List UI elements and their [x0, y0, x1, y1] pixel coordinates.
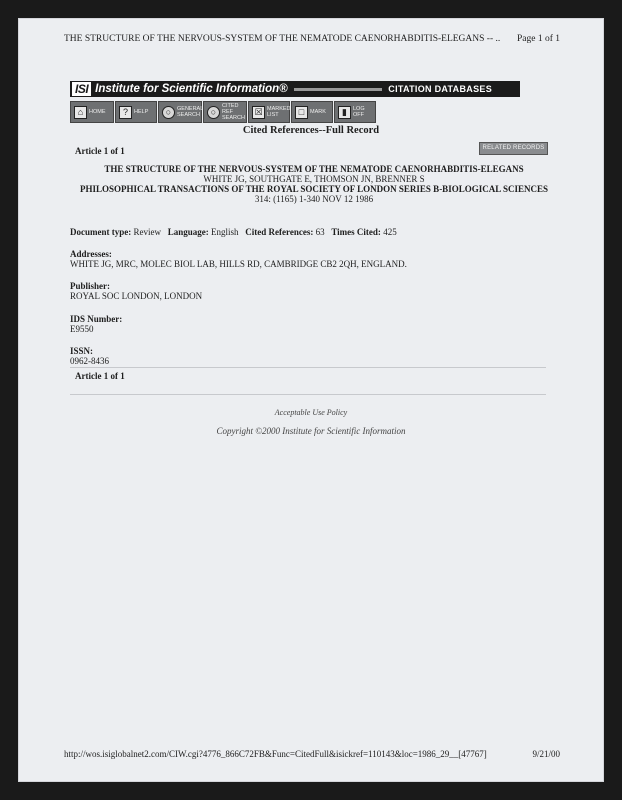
times-cited-label: Times Cited:	[331, 227, 381, 237]
publisher-label: Publisher:	[70, 281, 111, 291]
print-header-page: Page 1 of 1	[516, 34, 560, 44]
issn-block	[70, 346, 546, 366]
record-header	[68, 164, 560, 204]
times-cited-value[interactable]: 425	[383, 227, 397, 237]
paper-page	[18, 18, 604, 782]
print-footer	[64, 749, 560, 759]
publisher-value: ROYAL SOC LONDON, LONDON	[70, 291, 203, 301]
record-journal: PHILOSOPHICAL TRANSACTIONS OF THE ROYAL SOCIETY OF LONDON SERIES B-BIOLOGICAL SCIENCES	[80, 184, 548, 194]
general-search-label: GENERAL SEARCH	[177, 106, 204, 118]
record-citation: 314: (1165) 1-340 NOV 12 1986	[254, 194, 374, 204]
addresses-block	[70, 249, 546, 269]
mark-button[interactable]	[291, 101, 333, 123]
divider	[70, 394, 546, 395]
cited-ref-search-label: CITED REF SEARCH	[222, 103, 245, 121]
acceptable-use-link[interactable]: Acceptable Use Policy	[274, 408, 348, 417]
article-nav-top: Article 1 of 1	[75, 146, 125, 156]
search-icon: ○	[162, 106, 175, 119]
issn-value: 0962-8436	[70, 356, 109, 366]
log-off-button[interactable]	[334, 101, 376, 123]
banner-divider	[294, 88, 383, 91]
publisher-block	[70, 281, 546, 301]
isi-logo: ISI	[72, 82, 91, 96]
log-off-label: LOG OFF	[353, 106, 365, 118]
record-authors: WHITE JG, SOUTHGATE E, THOMSON JN, BRENNER S	[203, 174, 425, 184]
marked-list-button[interactable]	[248, 101, 290, 123]
print-footer-date: 9/21/00	[532, 749, 560, 759]
home-button-label: HOME	[89, 109, 106, 115]
logoff-icon: ▮	[338, 106, 351, 119]
help-icon: ?	[119, 106, 132, 119]
page-title: Cited References--Full Record	[242, 125, 380, 136]
help-button[interactable]	[115, 101, 157, 123]
meta-line	[70, 227, 546, 237]
print-header-title: THE STRUCTURE OF THE NERVOUS-SYSTEM OF THE NEMATODE CAENORHABDITIS-ELEGANS -- ..	[64, 34, 501, 44]
search-icon: ○	[207, 106, 220, 119]
home-button[interactable]	[70, 101, 114, 123]
print-header	[64, 34, 560, 44]
language-value: English	[211, 227, 239, 237]
checkbox-icon: ☒	[252, 106, 265, 119]
toolbar	[70, 101, 376, 123]
home-icon: ⌂	[74, 106, 87, 119]
help-button-label: HELP	[134, 109, 149, 115]
marked-list-label: MARKED LIST	[267, 106, 291, 118]
document-type-label: Document type:	[70, 227, 132, 237]
addresses-value: WHITE JG, MRC, MOLEC BIOL LAB, HILLS RD, CAMBRIDGE CB2 2QH, ENGLAND.	[70, 259, 407, 269]
isi-banner	[70, 81, 520, 97]
related-records-button[interactable]: RELATED RECORDS	[479, 142, 548, 155]
banner-section: CITATION DATABASES	[388, 84, 492, 94]
general-search-button[interactable]	[158, 101, 202, 123]
checkbox-icon: □	[295, 106, 308, 119]
article-nav-bottom: Article 1 of 1	[75, 371, 125, 381]
ids-label: IDS Number:	[70, 314, 123, 324]
mark-label: MARK	[310, 109, 326, 115]
record-title[interactable]: THE STRUCTURE OF THE NERVOUS-SYSTEM OF THE NEMATODE CAENORHABDITIS-ELEGANS	[104, 164, 524, 174]
print-footer-url: http://wos.isiglobalnet2.com/CIW.cgi?4776_866C72FB&Func=CitedFull&isickref=110143&loc=1986_29__[47767]	[64, 749, 487, 759]
ids-block	[70, 314, 546, 334]
issn-label: ISSN:	[70, 346, 94, 356]
ids-value: E9550	[70, 324, 94, 334]
document-type-value: Review	[133, 227, 161, 237]
cited-refs-label: Cited References:	[245, 227, 314, 237]
banner-title: Institute for Scientific Information®	[95, 83, 288, 95]
cited-ref-search-button[interactable]	[203, 101, 247, 123]
divider	[70, 367, 546, 368]
cited-refs-value[interactable]: 63	[315, 227, 325, 237]
language-label: Language:	[167, 227, 209, 237]
copyright: Copyright ©2000 Institute for Scientific Information	[216, 426, 406, 436]
addresses-label: Addresses:	[70, 249, 112, 259]
